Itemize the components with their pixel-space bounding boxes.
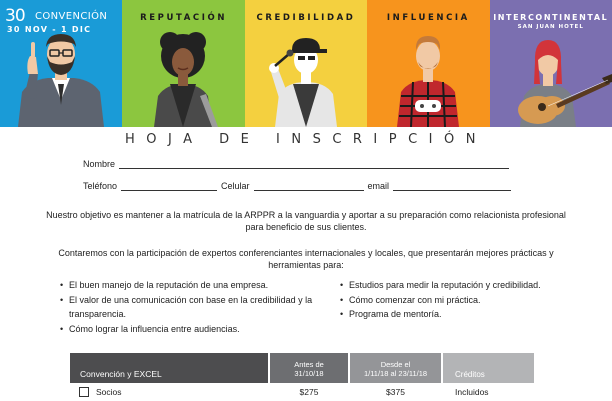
banner-panel-influencia xyxy=(367,0,489,127)
banner-panel-reputacion xyxy=(122,0,244,127)
header-late-line2: 1/11/18 al 23/11/18 xyxy=(363,369,428,378)
table-header xyxy=(70,353,560,383)
list-item: • El valor de una comunicación con base en la credibilidad y la transparencia. xyxy=(60,293,325,322)
convention-number: 30 xyxy=(5,6,25,26)
convention-dates: 30 NOV - 1 DIC xyxy=(7,25,92,34)
panel-subtitle-hotel: SAN JUAN HOTEL xyxy=(517,24,584,30)
banner-panel-credibilidad xyxy=(245,0,367,127)
list-item: • Programa de mentoría. xyxy=(340,307,600,322)
pricing-table xyxy=(70,353,560,401)
list-item: • Cómo lograr la influencia entre audiencias. xyxy=(60,322,325,337)
panel-title-credibilidad: CREDIBILIDAD xyxy=(256,13,356,23)
name-label: Nombre xyxy=(83,159,116,169)
row-member-type xyxy=(70,387,268,397)
cell-label: Celular xyxy=(221,181,250,191)
table-row xyxy=(70,383,560,401)
header-early-line1: Antes de xyxy=(294,360,324,369)
socios-checkbox[interactable] xyxy=(79,387,89,397)
list-item: • Estudios para medir la reputación y credibilidad. xyxy=(340,278,600,293)
row-label: Socios xyxy=(96,387,122,397)
banner-panel-intercontinental xyxy=(490,0,612,127)
header-convention: Convención y EXCEL xyxy=(70,353,268,383)
convention-title: CONVENCIÓN xyxy=(35,11,108,22)
woman-afro-illustration xyxy=(122,0,244,127)
price-early: $275 xyxy=(299,387,319,397)
credits-value: Incluidos xyxy=(455,387,489,397)
header-early-line2: 31/10/18 xyxy=(294,369,324,378)
panel-title-intercontinental: INTERCONTINENTAL xyxy=(493,13,609,22)
man-microphone-illustration xyxy=(245,0,367,127)
man-gamepad-illustration xyxy=(367,0,489,127)
bearded-man-illustration xyxy=(0,0,122,127)
woman-guitar-illustration xyxy=(490,0,612,127)
contact-row xyxy=(83,181,515,191)
banner-panel-convention xyxy=(0,0,122,127)
list-item: • El buen manejo de la reputación de una empresa. xyxy=(60,278,325,293)
panel-title-influencia: INFLUENCIA xyxy=(386,13,470,23)
header-late-line1: Desde el xyxy=(380,360,411,369)
event-banner xyxy=(0,0,612,127)
form-title: HOJA DE INSCRIPCIÓN xyxy=(125,132,487,147)
email-field[interactable] xyxy=(393,181,511,191)
list-item: • Cómo comenzar con mi práctica. xyxy=(340,293,600,308)
panel-title-reputacion: REPUTACIÓN xyxy=(140,13,228,23)
topics-list-right xyxy=(340,278,600,322)
topics-list-left xyxy=(60,278,325,336)
intro-speakers: Contaremos con la participación de expertos conferenciantes internacionales y locales, que presentarán mejores prácticas y herramientas para: xyxy=(58,248,554,270)
intro-objective: Nuestro objetivo es mantener a la matrícula de la ARPPR a la vanguardia y aportar a su preparación como relacionista profesional para beneficio de sus clientes. xyxy=(46,210,566,232)
email-label: email xyxy=(367,181,390,191)
phone-label: Teléfono xyxy=(83,181,118,191)
price-late: $375 xyxy=(386,387,405,397)
header-credits: Créditos xyxy=(443,353,534,383)
phone-field[interactable] xyxy=(121,181,217,191)
cell-field[interactable] xyxy=(254,181,364,191)
name-row xyxy=(83,159,513,169)
header-late-price xyxy=(350,353,441,383)
name-field[interactable] xyxy=(119,159,509,169)
header-early-price xyxy=(270,353,348,383)
